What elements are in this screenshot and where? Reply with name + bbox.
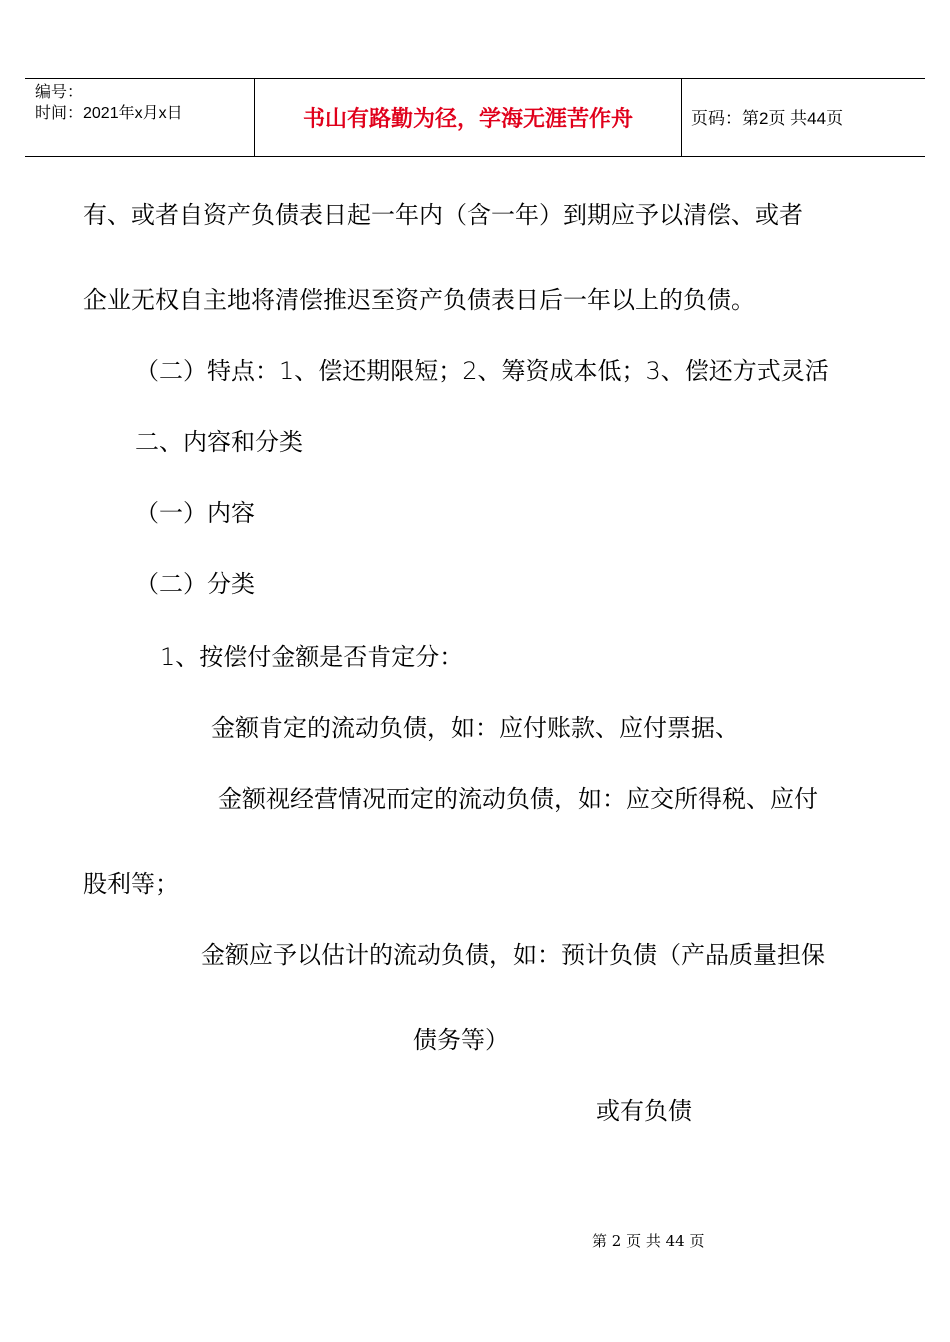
body-line-11: 金额应予以估计的流动负债，如：预计负债（产品质量担保	[201, 941, 825, 969]
subsection-heading-classification: （二）分类	[135, 570, 255, 598]
document-time-label: 时间：2021年x月x日	[35, 105, 183, 122]
body-line-1: 有、或者自资产负债表日起一年内（含一年）到期应予以清偿、或者	[83, 201, 803, 229]
document-number-label: 编号：	[35, 84, 84, 101]
body-line-3: （二）特点：1、偿还期限短；2、筹资成本低；3、偿还方式灵活	[135, 357, 829, 385]
header-motto: 书山有路勤为径，学海无涯苦作舟	[302, 107, 633, 132]
header-motto-cell	[254, 79, 682, 156]
header-page-cell	[681, 79, 925, 156]
section-heading-content-classification: 二、内容和分类	[135, 428, 303, 456]
subsection-heading-content: （一）内容	[135, 499, 255, 527]
body-line-10: 股利等；	[83, 870, 179, 898]
header-meta-cell	[25, 79, 254, 156]
body-line-9: 金额视经营情况而定的流动负债，如：应交所得税、应付	[218, 785, 818, 813]
body-line-7: 1、按偿付金额是否肯定分：	[160, 643, 464, 671]
body-line-12: 债务等）	[413, 1026, 509, 1054]
body-line-8: 金额肯定的流动负债，如：应付账款、应付票据、	[211, 714, 739, 742]
page-footer-number: 第 2 页 共 44 页	[592, 1232, 705, 1250]
page-header	[25, 78, 925, 157]
body-line-2: 企业无权自主地将清偿推迟至资产负债表日后一年以上的负债。	[83, 286, 755, 314]
body-line-13: 或有负债	[596, 1097, 692, 1125]
header-page-info: 页码：第2页 共44页	[691, 109, 844, 128]
